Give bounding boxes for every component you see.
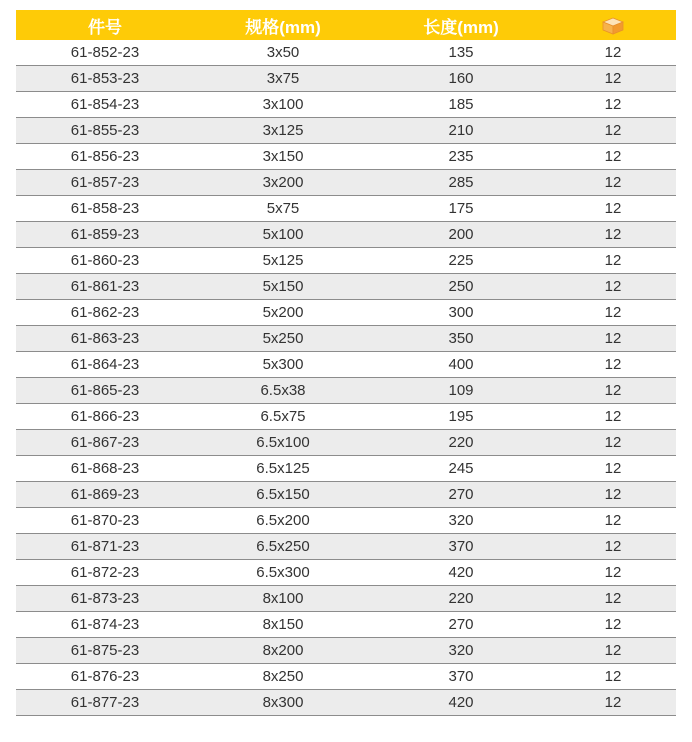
table-row <box>16 664 676 690</box>
header-quantity <box>550 10 676 40</box>
cell-length: 285 <box>372 170 550 196</box>
cell-specification: 5x200 <box>194 300 372 326</box>
cell-quantity: 12 <box>550 508 676 534</box>
cell-length: 370 <box>372 664 550 690</box>
cell-quantity: 12 <box>550 222 676 248</box>
cell-specification: 8x100 <box>194 586 372 612</box>
cell-specification: 6.5x38 <box>194 378 372 404</box>
cell-part-number: 61-868-23 <box>16 456 194 482</box>
cell-quantity: 12 <box>550 170 676 196</box>
cell-length: 350 <box>372 326 550 352</box>
cell-specification: 5x150 <box>194 274 372 300</box>
cell-part-number: 61-873-23 <box>16 586 194 612</box>
cell-length: 220 <box>372 586 550 612</box>
cell-quantity: 12 <box>550 66 676 92</box>
cell-length: 109 <box>372 378 550 404</box>
cell-part-number: 61-875-23 <box>16 638 194 664</box>
cell-quantity: 12 <box>550 560 676 586</box>
cell-quantity: 12 <box>550 664 676 690</box>
cell-specification: 6.5x75 <box>194 404 372 430</box>
cell-specification: 5x125 <box>194 248 372 274</box>
header-row <box>16 10 676 40</box>
table-row <box>16 638 676 664</box>
cell-part-number: 61-857-23 <box>16 170 194 196</box>
table-row <box>16 66 676 92</box>
cell-quantity: 12 <box>550 196 676 222</box>
cell-quantity: 12 <box>550 430 676 456</box>
cell-quantity: 12 <box>550 378 676 404</box>
box-icon <box>602 17 624 35</box>
table-row <box>16 144 676 170</box>
cell-quantity: 12 <box>550 456 676 482</box>
cell-part-number: 61-863-23 <box>16 326 194 352</box>
table-row <box>16 274 676 300</box>
cell-part-number: 61-853-23 <box>16 66 194 92</box>
cell-specification: 6.5x200 <box>194 508 372 534</box>
cell-quantity: 12 <box>550 638 676 664</box>
cell-specification: 8x150 <box>194 612 372 638</box>
cell-quantity: 12 <box>550 586 676 612</box>
cell-quantity: 12 <box>550 248 676 274</box>
table-row <box>16 430 676 456</box>
cell-part-number: 61-869-23 <box>16 482 194 508</box>
cell-specification: 6.5x125 <box>194 456 372 482</box>
cell-part-number: 61-864-23 <box>16 352 194 378</box>
cell-quantity: 12 <box>550 300 676 326</box>
cell-quantity: 12 <box>550 118 676 144</box>
spec-table <box>16 10 676 716</box>
cell-length: 175 <box>372 196 550 222</box>
cell-part-number: 61-866-23 <box>16 404 194 430</box>
cell-quantity: 12 <box>550 326 676 352</box>
cell-part-number: 61-872-23 <box>16 560 194 586</box>
cell-length: 270 <box>372 612 550 638</box>
header-length: 长度(mm) <box>372 10 550 40</box>
cell-specification: 3x125 <box>194 118 372 144</box>
cell-part-number: 61-855-23 <box>16 118 194 144</box>
cell-length: 225 <box>372 248 550 274</box>
cell-specification: 6.5x100 <box>194 430 372 456</box>
cell-length: 160 <box>372 66 550 92</box>
cell-part-number: 61-874-23 <box>16 612 194 638</box>
cell-part-number: 61-858-23 <box>16 196 194 222</box>
cell-specification: 5x100 <box>194 222 372 248</box>
cell-quantity: 12 <box>550 534 676 560</box>
cell-length: 250 <box>372 274 550 300</box>
cell-length: 210 <box>372 118 550 144</box>
cell-part-number: 61-859-23 <box>16 222 194 248</box>
cell-specification: 5x75 <box>194 196 372 222</box>
cell-quantity: 12 <box>550 40 676 66</box>
table-row <box>16 508 676 534</box>
cell-specification: 3x200 <box>194 170 372 196</box>
cell-quantity: 12 <box>550 690 676 716</box>
cell-specification: 3x75 <box>194 66 372 92</box>
cell-part-number: 61-862-23 <box>16 300 194 326</box>
spec-table-container <box>16 10 676 716</box>
cell-part-number: 61-856-23 <box>16 144 194 170</box>
cell-quantity: 12 <box>550 352 676 378</box>
cell-specification: 3x100 <box>194 92 372 118</box>
table-row <box>16 118 676 144</box>
table-row <box>16 40 676 66</box>
header-specification: 规格(mm) <box>194 10 372 40</box>
cell-part-number: 61-870-23 <box>16 508 194 534</box>
cell-specification: 8x250 <box>194 664 372 690</box>
cell-length: 135 <box>372 40 550 66</box>
cell-specification: 5x250 <box>194 326 372 352</box>
cell-length: 195 <box>372 404 550 430</box>
table-row <box>16 534 676 560</box>
cell-specification: 3x150 <box>194 144 372 170</box>
cell-length: 235 <box>372 144 550 170</box>
cell-part-number: 61-860-23 <box>16 248 194 274</box>
table-row <box>16 456 676 482</box>
cell-specification: 6.5x300 <box>194 560 372 586</box>
cell-quantity: 12 <box>550 482 676 508</box>
cell-part-number: 61-854-23 <box>16 92 194 118</box>
cell-length: 420 <box>372 560 550 586</box>
cell-length: 370 <box>372 534 550 560</box>
table-row <box>16 586 676 612</box>
cell-specification: 6.5x150 <box>194 482 372 508</box>
cell-length: 420 <box>372 690 550 716</box>
cell-specification: 3x50 <box>194 40 372 66</box>
table-row <box>16 326 676 352</box>
cell-length: 185 <box>372 92 550 118</box>
cell-specification: 8x200 <box>194 638 372 664</box>
table-row <box>16 690 676 716</box>
cell-length: 320 <box>372 508 550 534</box>
table-row <box>16 352 676 378</box>
cell-quantity: 12 <box>550 274 676 300</box>
cell-quantity: 12 <box>550 92 676 118</box>
cell-part-number: 61-871-23 <box>16 534 194 560</box>
cell-part-number: 61-867-23 <box>16 430 194 456</box>
cell-length: 245 <box>372 456 550 482</box>
table-row <box>16 378 676 404</box>
cell-quantity: 12 <box>550 404 676 430</box>
cell-part-number: 61-852-23 <box>16 40 194 66</box>
table-row <box>16 482 676 508</box>
cell-part-number: 61-876-23 <box>16 664 194 690</box>
table-body <box>16 40 676 716</box>
table-row <box>16 196 676 222</box>
cell-part-number: 61-865-23 <box>16 378 194 404</box>
cell-specification: 5x300 <box>194 352 372 378</box>
table-row <box>16 170 676 196</box>
cell-part-number: 61-861-23 <box>16 274 194 300</box>
cell-length: 270 <box>372 482 550 508</box>
cell-length: 300 <box>372 300 550 326</box>
table-row <box>16 248 676 274</box>
table-row <box>16 404 676 430</box>
cell-length: 200 <box>372 222 550 248</box>
table-row <box>16 560 676 586</box>
table-header <box>16 10 676 40</box>
cell-length: 400 <box>372 352 550 378</box>
table-row <box>16 222 676 248</box>
table-row <box>16 612 676 638</box>
cell-quantity: 12 <box>550 144 676 170</box>
cell-length: 220 <box>372 430 550 456</box>
cell-length: 320 <box>372 638 550 664</box>
header-part-number: 件号 <box>16 10 194 40</box>
cell-specification: 6.5x250 <box>194 534 372 560</box>
cell-part-number: 61-877-23 <box>16 690 194 716</box>
table-row <box>16 92 676 118</box>
table-row <box>16 300 676 326</box>
cell-specification: 8x300 <box>194 690 372 716</box>
cell-quantity: 12 <box>550 612 676 638</box>
